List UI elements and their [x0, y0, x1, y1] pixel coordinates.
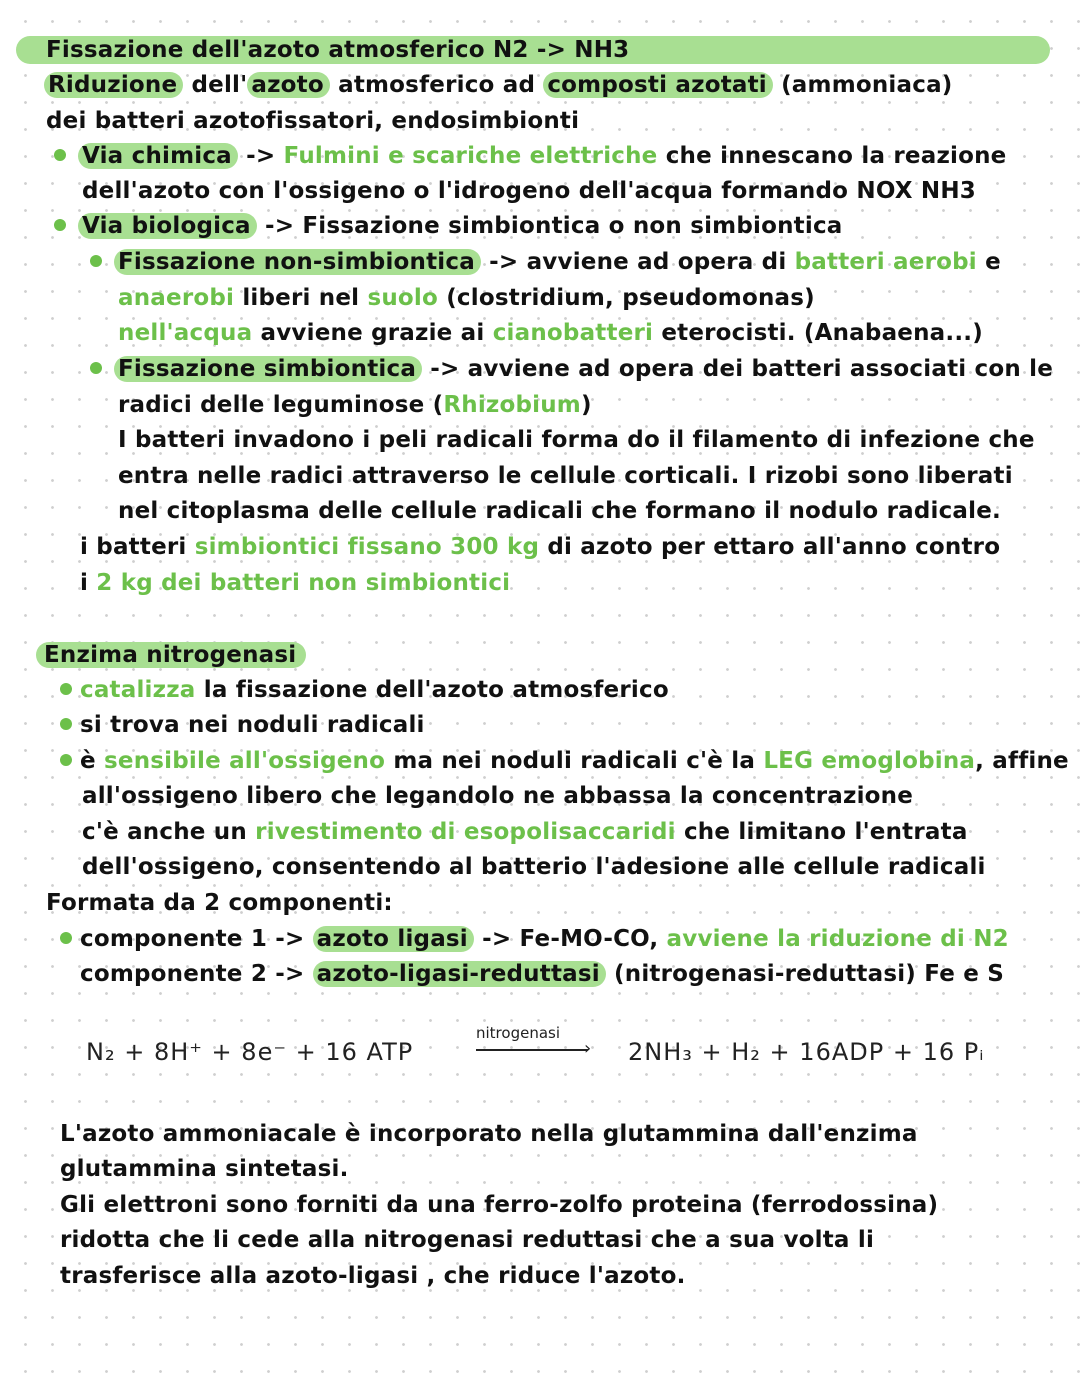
- closing-line-3: Gli elettroni sono forniti da una ferro-zolfo proteina (ferrodossina): [60, 1192, 939, 1218]
- bullet-icon: [54, 219, 66, 231]
- section-title-fissazione: Fissazione dell'azoto atmosferico N2 -> NH3: [46, 37, 630, 63]
- bullet-icon: [60, 718, 72, 730]
- reaction-arrow-icon: [476, 1049, 588, 1051]
- simbiontica-line-3: I batteri invadono i peli radicali forma do il filamento di infezione che: [118, 427, 1035, 453]
- section-title-enzima: Enzima nitrogenasi: [36, 640, 306, 670]
- intro-line-1: Riduzione dell' azoto atmosferico ad composti azotati (ammoniaca): [44, 70, 953, 100]
- non-simbiontica-line-1: Fissazione non-simbiontica -> avviene ad opera di batteri aerobi e: [114, 247, 1001, 277]
- simbiontica-line-1: Fissazione simbiontica -> avviene ad opera dei batteri associati con le: [114, 354, 1053, 384]
- simbiontica-line-5: nel citoplasma delle cellule radicali che formano il nodulo radicale.: [118, 498, 1001, 524]
- via-biologica-line: Via biologica -> Fissazione simbiontica o non simbiontica: [78, 211, 843, 241]
- highlight-composti-azotati: composti azotati: [543, 72, 773, 98]
- non-simbiontica-line-3: nell'acqua avviene grazie ai cianobatteri eterocisti. (Anabaena...): [118, 320, 983, 346]
- non-simbiontica-line-2: anaerobi liberi nel suolo (clostridium, pseudomonas): [118, 285, 815, 311]
- compare-line-1: i batteri simbiontici fissano 300 kg di azoto per ettaro all'anno contro: [80, 534, 1001, 560]
- equation-catalyst: nitrogenasi: [476, 1024, 561, 1042]
- highlight-riduzione: Riduzione: [44, 72, 183, 98]
- closing-line-4: ridotta che li cede alla nitrogenasi reduttasi che a sua volta li: [60, 1227, 875, 1253]
- bullet-icon: [54, 149, 66, 161]
- bullet-icon: [60, 683, 72, 695]
- enzima-bullet-3-line-2: all'ossigeno libero che legandolo ne abbassa la concentrazione: [82, 783, 914, 809]
- arrow-head-icon: ›: [584, 1038, 592, 1059]
- componente-2: componente 2 -> azoto-ligasi-reduttasi (nitrogenasi-reduttasi) Fe e S: [80, 961, 1004, 987]
- bullet-icon: [90, 362, 102, 374]
- intro-line-2: dei batteri azotofissatori, endosimbionti: [46, 108, 580, 134]
- closing-line-1: L'azoto ammoniacale è incorporato nella glutammina dall'enzima: [60, 1121, 918, 1147]
- bullet-icon: [90, 255, 102, 267]
- equation-products: 2NH₃ + H₂ + 16ADP + 16 Pᵢ: [628, 1038, 985, 1066]
- closing-line-2: glutammina sintetasi.: [60, 1156, 349, 1182]
- via-chimica-line: Via chimica -> Fulmini e scariche elettriche che innescano la reazione: [78, 141, 1006, 171]
- equation-reactants: N₂ + 8H⁺ + 8e⁻ + 16 ATP: [86, 1038, 414, 1066]
- simbiontica-line-2: radici delle leguminose (Rhizobium): [118, 392, 592, 418]
- simbiontica-line-4: entra nelle radici attraverso le cellule corticali. I rizobi sono liberati: [118, 463, 1013, 489]
- enzima-bullet-3-line-4: dell'ossigeno, consentendo al batterio l'adesione alle cellule radicali: [82, 854, 986, 880]
- bullet-icon: [60, 754, 72, 766]
- closing-line-5: trasferisce alla azoto-ligasi , che riduce l'azoto.: [60, 1263, 686, 1289]
- enzima-bullet-1: catalizza la fissazione dell'azoto atmosferico: [80, 677, 669, 703]
- formata-label: Formata da 2 componenti:: [46, 890, 393, 916]
- via-chimica-line-2: dell'azoto con l'ossigeno o l'idrogeno dell'acqua formando NOX NH3: [82, 178, 977, 204]
- componente-1: componente 1 -> azoto ligasi -> Fe-MO-CO, avviene la riduzione di N2: [80, 926, 1009, 952]
- enzima-bullet-3-line-3: c'è anche un rivestimento di esopolisaccaridi che limitano l'entrata: [82, 819, 968, 845]
- bullet-icon: [60, 932, 72, 944]
- highlight-azoto: azoto: [247, 72, 330, 98]
- enzima-bullet-2: si trova nei noduli radicali: [80, 712, 425, 738]
- enzima-bullet-3: è sensibile all'ossigeno ma nei noduli radicali c'è la LEG emoglobina, affine: [80, 748, 1069, 774]
- compare-line-2: i 2 kg dei batteri non simbiontici: [80, 570, 511, 596]
